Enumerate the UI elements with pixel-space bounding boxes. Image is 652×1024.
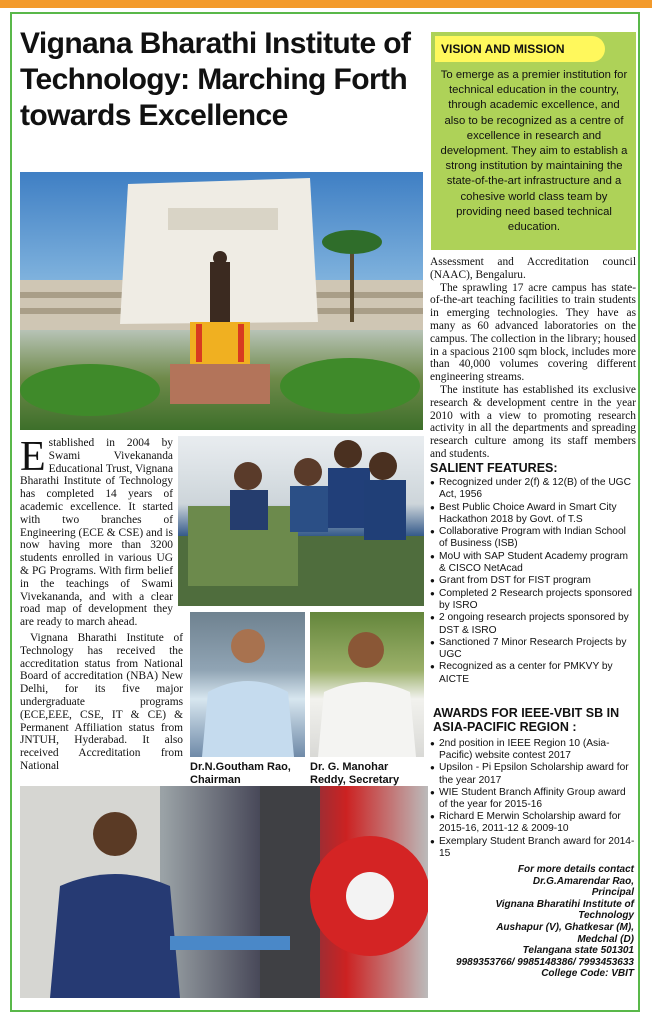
award-item: ● Exemplary Student Branch award for 2014-15	[430, 836, 636, 860]
lab-photo	[178, 436, 424, 606]
contact-line: Medchal (D)	[577, 933, 634, 945]
salient-item: ● 2 ongoing research projects sponsored by DST & ISRO	[430, 612, 636, 637]
award-item: ● Richard E Merwin Scholarship award for 2015-16, 2011-12 & 2009-10	[430, 811, 636, 835]
secretary-caption: Dr. G. Manohar Reddy, Secretary	[310, 761, 400, 786]
salient-heading: SALIENT FEATURES:	[430, 461, 558, 475]
article-headline: Vignana Bharathi Institute of Technology: Marching Forth towards Excellence	[20, 27, 411, 132]
intro-column	[20, 434, 173, 629]
award-item: ● WIE Student Branch Affinity Group award of the year for 2015-16	[430, 787, 636, 811]
contact-line: Vignana Bharatihi Institute of	[495, 898, 634, 910]
right-paragraph-1: Assessment and Accreditation council (NAAC), Bengaluru.	[430, 256, 636, 281]
contact-line: Technology	[578, 910, 634, 922]
contact-phone: 9989353766/ 9985148386/ 7993453633	[456, 956, 634, 968]
drop-cap: E	[20, 434, 46, 480]
engineering-illustration	[20, 786, 428, 998]
intro-paragraph-1: stablished in 2004 by Swami Vivekananda Educational Trust, Vignana Bharathi Institute of Technology has completed 14 years of academic excellence. It started with two branches of Engineering (ECE & CSE) and is now having more than 3200 students enrolled in various UG & PG Programs. With firm belief in the teachings of Swami Vivekananda, and with a clear road map of development they are ready to march ahead.	[20, 437, 173, 629]
contact-block	[434, 864, 634, 980]
contact-line: For more details contact	[517, 864, 634, 875]
salient-item: ● Best Public Choice Award in Smart City Hackathon 2018 by Govt. of T.S	[430, 502, 636, 527]
salient-item: ● Grant from DST for FIST program	[430, 575, 636, 587]
salient-item: ● Recognized under 2(f) & 12(B) of the UGC Act, 1956	[430, 477, 636, 502]
vision-mission-text: To emerge as a premier institution for technical education in the country, through academic excellence, and also to be recognized as a centre of excellence in research and development. They aim to establish a strong institution by maintaining the state-of-the-art infrastructure and a cohesive world class team by providing need based technical education.	[440, 69, 628, 234]
salient-item: ● MoU with SAP Student Academy program & CISCO NetAcad	[430, 551, 636, 576]
right-paragraph-2: The sprawling 17 acre campus has state-of-the-art teaching facilities to train students in emerging technologies. They have as many as 60 advanced laboratories on the campus. The collection in the library; housed in a spacious 2100 sqm block, includes more than 40,000 volumes covering different engineering streams.	[430, 281, 636, 384]
awards-list	[430, 738, 636, 860]
chairman-illustration	[190, 612, 305, 757]
salient-item: ● Sanctioned 7 Minor Research Projects by UGC	[430, 637, 636, 662]
college-code: College Code: VBIT	[541, 968, 634, 980]
campus-photo	[20, 172, 423, 430]
salient-item: ● Collaborative Program with Indian School of Business (ISB)	[430, 526, 636, 551]
campus-illustration	[20, 172, 423, 430]
chairman-photo	[190, 612, 305, 757]
salient-item: ● Recognized as a center for PMKVY by AICTE	[430, 661, 636, 686]
salient-item: ● Completed 2 Research projects sponsored by ISRO	[430, 588, 636, 613]
intro-paragraph-2: Vignana Bharathi Institute of Technology has received the accreditation status from National Board of accreditation (NBA) New Delhi, for its five major undergraduate programs (ECE,EEE, CSE, IT & CE) & Permanent Affiliation status from JNTUH, Hyderabad. It also received Accreditation from National	[20, 632, 183, 772]
chairman-caption: Dr.N.Goutham Rao, Chairman	[190, 761, 291, 786]
lab-illustration	[178, 436, 424, 606]
salient-list	[430, 477, 636, 686]
awards-heading: AWARDS FOR IEEE-VBIT SB IN ASIA-PACIFIC REGION :	[433, 706, 620, 734]
award-item: ● 2nd position in IEEE Region 10 (Asia-Pacific) website contest 2017	[430, 738, 636, 762]
secretary-illustration	[310, 612, 424, 757]
right-column	[430, 256, 636, 461]
top-accent-bar	[0, 0, 652, 8]
secretary-photo	[310, 612, 424, 757]
award-item: ● Upsilon - Pi Epsilon Scholarship award for the year 2017	[430, 762, 636, 786]
engineering-photo	[20, 786, 428, 998]
vision-mission-box	[431, 32, 636, 250]
right-paragraph-3: The institute has established its exclusive research & development centre in the year 2010 with a view to promoting research activity in all the departments and spreading research culture among its staff members and students.	[430, 383, 636, 460]
vision-mission-tag: VISION AND MISSION	[435, 36, 605, 62]
contact-line: Dr.G.Amarendar Rao,	[532, 875, 634, 887]
contact-line: Aushapur (V), Ghatkesar (M),	[496, 921, 634, 933]
contact-line: Principal	[591, 887, 634, 899]
contact-line: Telangana state 501301	[522, 945, 634, 957]
